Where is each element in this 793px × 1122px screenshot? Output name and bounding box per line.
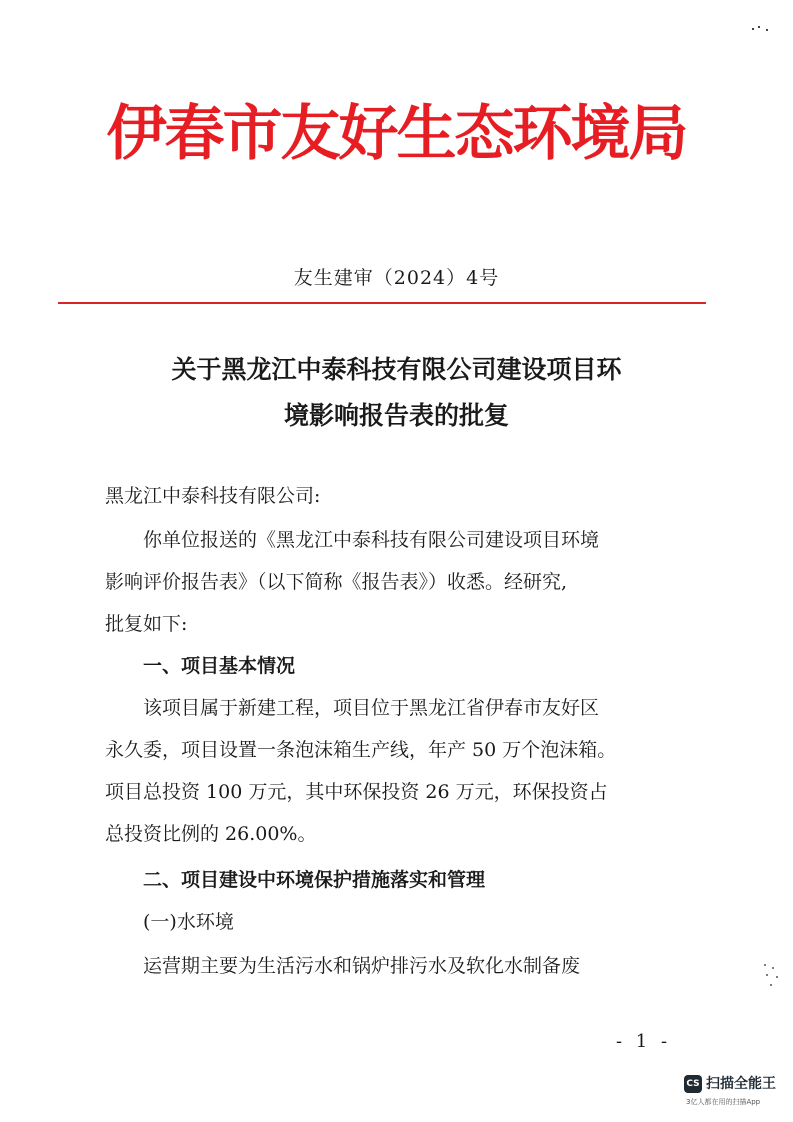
scanner-logo-text: CS: [686, 1079, 700, 1089]
page-number: - 1 -: [616, 1031, 672, 1052]
scanner-watermark: [684, 1075, 789, 1117]
scanner-logo-icon: [684, 1075, 702, 1093]
scanner-brand: 扫描全能王: [706, 1076, 776, 1092]
scanner-tagline: 3亿人都在用的扫描App: [686, 1098, 761, 1106]
paragraph-line: 永久委，项目设置一条泡沫箱生产线，年产 50 万个泡沫箱。: [105, 739, 617, 761]
paragraph-line: 运营期主要为生活污水和锅炉排污水及软化水制备废: [143, 955, 581, 977]
intro-line: 你单位报送的《黑龙江中泰科技有限公司建设项目环境: [143, 529, 600, 551]
paragraph-line: 项目总投资 100 万元，其中环保投资 26 万元，环保投资占: [105, 781, 608, 803]
paragraph-line: 总投资比例的 26.00%。: [105, 823, 317, 845]
intro-line: 影响评价报告表》（以下简称《报告表》）收悉。经研究,: [105, 571, 568, 593]
document-title-line-2: 境影响报告表的批复: [283, 401, 509, 430]
red-divider: [58, 302, 706, 304]
sub-heading: (一)水环境: [143, 911, 234, 933]
scan-specks: [762, 962, 782, 992]
addressee: 黑龙江中泰科技有限公司:: [105, 485, 321, 507]
section-heading-1: 一、项目基本情况: [143, 655, 296, 677]
letterhead-title: 伊春市友好生态环境局: [106, 99, 687, 169]
section-heading-2: 二、项目建设中环境保护措施落实和管理: [143, 869, 486, 891]
scan-specks: [752, 26, 772, 36]
document-title-line-1: 关于黑龙江中泰科技有限公司建设项目环: [171, 355, 622, 384]
document-number: 友生建审（2024）4号: [293, 267, 500, 289]
intro-line: 批复如下:: [105, 613, 188, 635]
paragraph-line: 该项目属于新建工程，项目位于黑龙江省伊春市友好区: [143, 697, 600, 719]
